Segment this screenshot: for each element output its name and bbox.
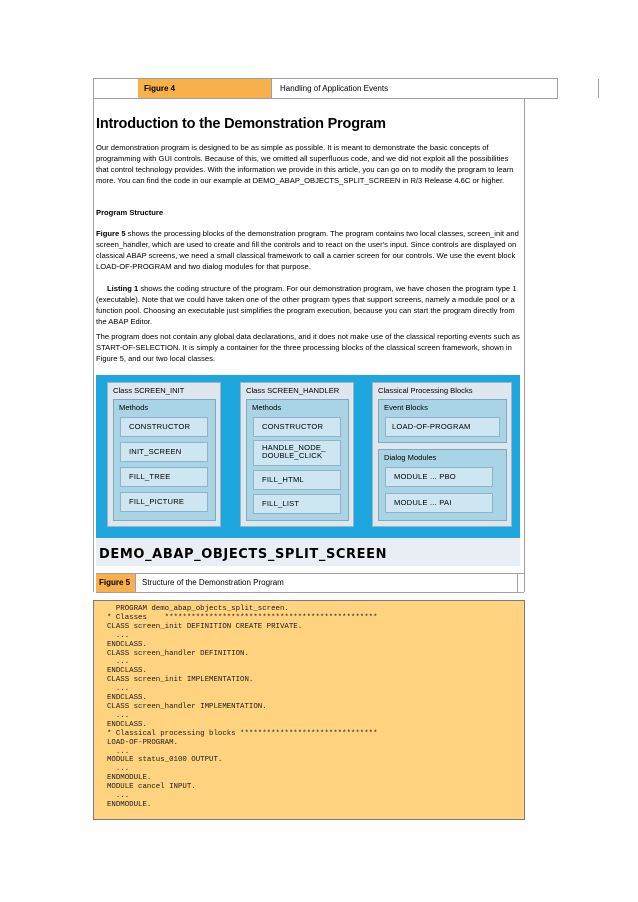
methods-label: Methods xyxy=(119,403,149,412)
section-title: Introduction to the Demonstration Program xyxy=(96,116,386,132)
program-structure-paragraph-1 xyxy=(96,228,522,272)
structure-diagram xyxy=(96,375,520,566)
event-blocks-group xyxy=(378,399,507,443)
diagram-program-name: DEMO_ABAP_OBJECTS_SPLIT_SCREEN xyxy=(99,547,388,562)
event-load-of-program: LOAD-OF-PROGRAM xyxy=(385,417,500,437)
class-screen-init-title: Class SCREEN_INIT xyxy=(113,386,185,395)
figure-5-caption-row xyxy=(96,573,524,593)
figure-5-reference: Figure 5 xyxy=(96,229,126,238)
class-screen-init-box xyxy=(107,382,221,527)
classical-processing-blocks-box xyxy=(372,382,512,527)
method-handle-node-double-click xyxy=(253,440,341,466)
listing-1-reference: Listing 1 xyxy=(107,284,139,293)
method-fill-html: FILL_HTML xyxy=(253,470,341,490)
screen-init-methods-group xyxy=(113,399,216,521)
method-fill-list: FILL_LIST xyxy=(253,494,341,514)
figure-4-caption: Handling of Application Events xyxy=(272,79,599,98)
method-constructor: CONSTRUCTOR xyxy=(253,417,341,437)
diagram-panel xyxy=(96,375,520,538)
class-screen-handler-title: Class SCREEN_HANDLER xyxy=(246,386,340,395)
method-name-line-1: HANDLE_NODE_ xyxy=(262,443,326,452)
module-pbo: MODULE ... PBO xyxy=(385,467,493,487)
code-text: PROGRAM demo_abap_objects_split_screen. * Classes ************************************************ CLASS screen_init DEFINITION CREATE PRIVATE. ... ENDCLASS. CLASS screen_handler DEFINITION. ... ENDCLASS. CLASS screen_init IMPLEMENTATION. ... ENDCLASS. CLASS screen_handler IMPLEMENTATION. ... ENDCLASS. * Classical processing blocks ******************************* LOAD-OF-PROGRAM. ... MODULE status_0100 OUTPUT. ... ENDMODULE. MODULE cancel INPUT. ... ENDMODULE. xyxy=(107,605,378,809)
caption-spacer xyxy=(94,79,139,98)
dialog-modules-label: Dialog Modules xyxy=(384,453,437,462)
program-structure-heading: Program Structure xyxy=(96,208,164,217)
method-fill-picture: FILL_PICTURE xyxy=(120,492,208,512)
paragraph-2-text: shows the coding structure of the program. For our demonstration program, we have chosen the program type 1 (executable). Note that we could have taken one of the other program types that support screens, namely a module pool or a function pool. Choosing an executable just simplifies the program execution, because you can start the program directly from the ABAP Editor. xyxy=(96,284,517,326)
method-init-screen: INIT_SCREEN xyxy=(120,442,208,462)
class-screen-handler-box xyxy=(240,382,354,527)
method-name-line-2: DOUBLE_CLICK xyxy=(262,451,323,460)
program-structure-paragraph-3: The program does not contain any global data declarations, and it does not make use of the classical reporting events such as START-OF-SELECTION. It is simply a container for the three processing blocks of the classical screen framework, shown in Figure 5, and our two local classes. xyxy=(96,332,520,363)
event-blocks-label: Event Blocks xyxy=(384,403,428,412)
paragraph-1-text: shows the processing blocks of the demonstration program. The program contains two local classes, screen_init and screen_handler, which are used to create and fill the controls and to react on the user's input. Since controls are displayed on classical ABAP screens, we need a small classical framework to call a carrier screen for our controls. We use the event block LOAD-OF-PROGRAM and two dialog modules for that purpose. xyxy=(96,229,519,271)
figure-4-label: Figure 4 xyxy=(138,79,272,98)
intro-paragraph: Our demonstration program is designed to be as simple as possible. It is meant to demonstrate the basic concepts of programming with GUI controls. Because of this, we omitted all superfluous code, and we did not exploit all the possibilities that control technology provides. With the information we provide in this article, you can go on to modify the program to learn more. You can find the code in our example at DEMO_ABAP_OBJECTS_SPLIT_SCREEN in R/3 Release 4.6C or higher. xyxy=(96,143,514,185)
methods-label: Methods xyxy=(252,403,282,412)
classical-processing-blocks-title: Classical Processing Blocks xyxy=(378,386,473,395)
method-constructor: CONSTRUCTOR xyxy=(120,417,208,437)
dialog-modules-group xyxy=(378,449,507,521)
figure-4-caption-row xyxy=(93,78,558,99)
figure-5-label: Figure 5 xyxy=(96,574,136,592)
method-fill-tree: FILL_TREE xyxy=(120,467,208,487)
code-listing xyxy=(93,600,525,820)
module-pai: MODULE ... PAI xyxy=(385,493,493,513)
screen-handler-methods-group xyxy=(246,399,349,521)
program-structure-paragraph-2 xyxy=(96,283,522,327)
figure-5-caption: Structure of the Demonstration Program xyxy=(136,574,518,592)
